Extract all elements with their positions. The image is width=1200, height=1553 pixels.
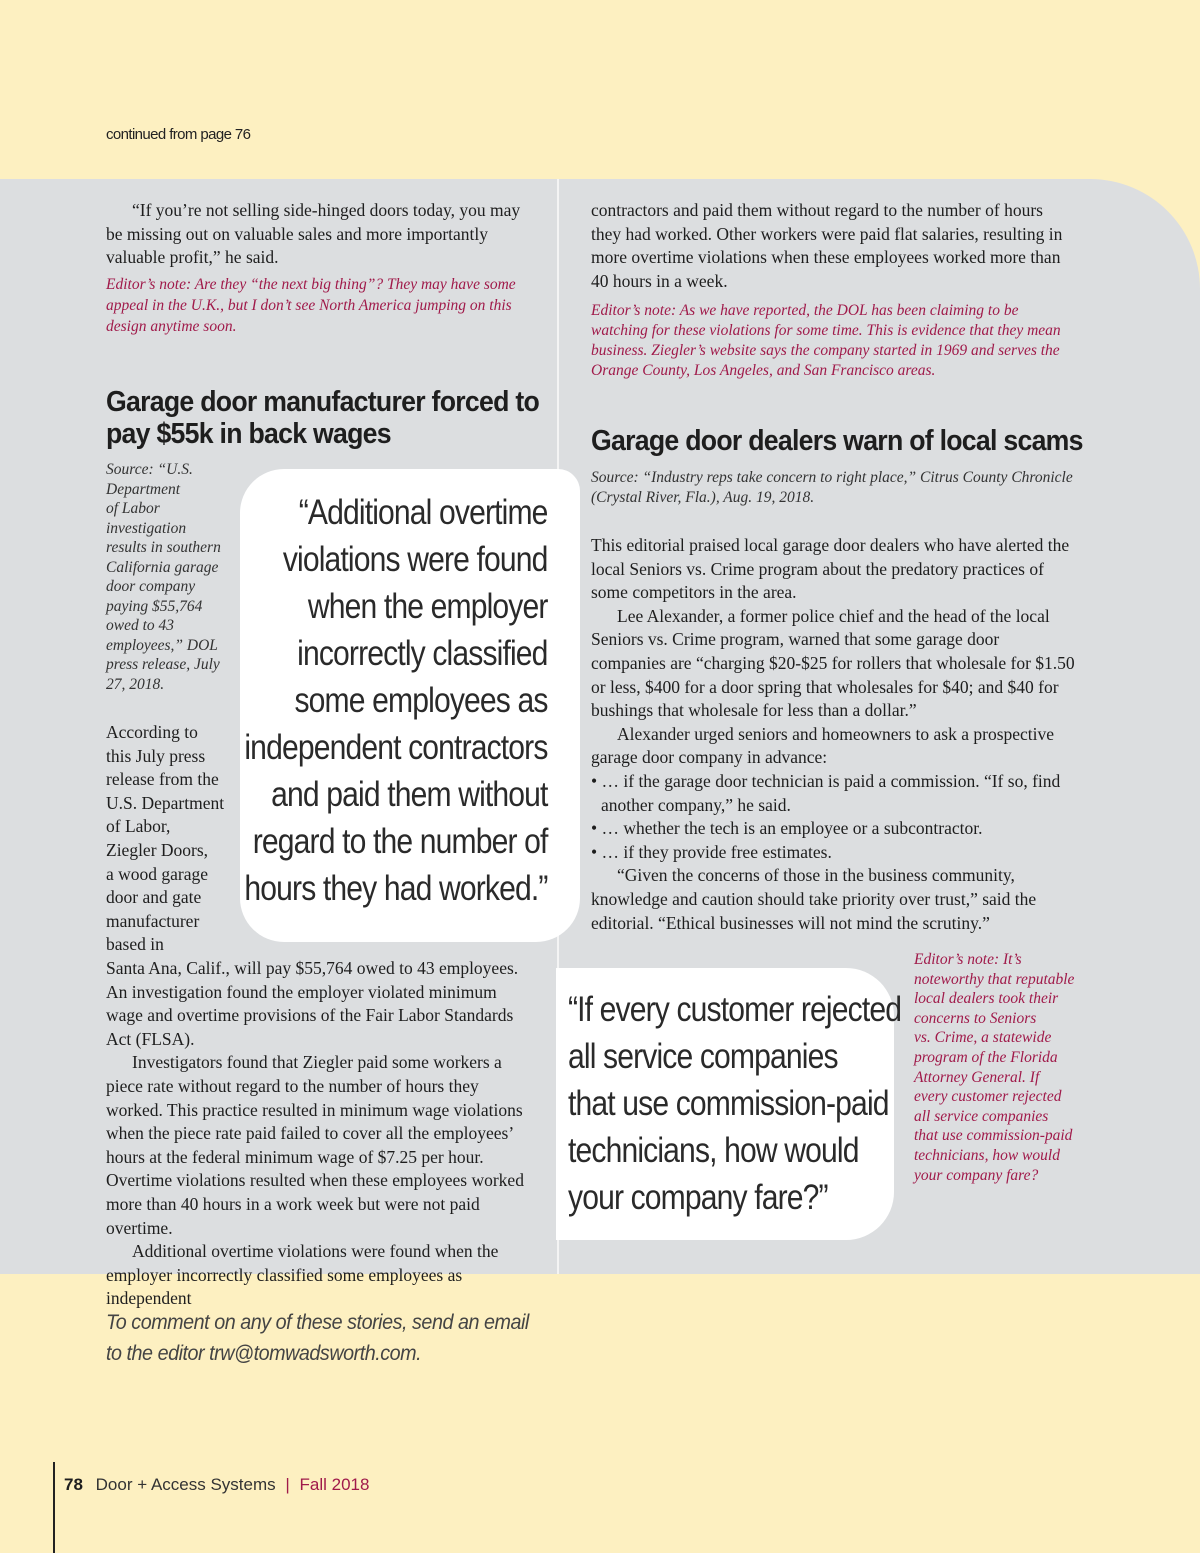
pull-quote-line: all service companies	[568, 1037, 838, 1076]
source-line: Source: “U.S.	[106, 461, 193, 478]
body-line: Ziegler Doors,	[106, 839, 209, 860]
para-r2: Lee Alexander, a former police chief and the head of the local Seniors vs. Crime program, warned that some garage door companies are “charging $20-$25 for rollers that wholesale for $1.50 or less, $400 for a door spring that wholesales for $40; and $40 for bushings that wholesale for less than a dollar.”	[591, 605, 1075, 721]
source-line: owed to 43	[106, 617, 175, 634]
pull-quote-line: hours they had worked.”	[244, 869, 548, 908]
source-line: paying $55,764	[106, 597, 203, 615]
source-right	[591, 468, 1075, 507]
source-line: results in southern	[106, 539, 221, 556]
pull-quote-line: “If every customer rejected	[568, 990, 902, 1029]
pull-quote-line: that use commission-paid	[568, 1084, 889, 1123]
pull-quote-line: incorrectly classified	[297, 634, 548, 673]
source-line: press release, July	[106, 656, 220, 673]
editor-note-2: Editor’s note: As we have reported, the DOL has been claiming to be watching for these violations for some time. This is evidence that they mean business. Ziegler’s website says the company started in 1969 and serves the Orange County, Los Angeles, and San Francisco areas.	[591, 302, 1061, 380]
continued-from-label: continued from page 76	[106, 126, 251, 143]
bullet-item: • … if they provide free estimates.	[591, 841, 832, 862]
editor-note-line: technicians, how would	[914, 1146, 1060, 1164]
pull-quote-line: your company fare?”	[568, 1178, 828, 1217]
source-line: door company	[106, 578, 196, 595]
body-line: door and gate	[106, 887, 202, 908]
pull-quote-line: when the employer	[308, 587, 548, 626]
source-line: California garage	[106, 558, 219, 576]
para-continued: contractors and paid them without regard to the number of hours they had worked. Other workers were paid flat salaries, resulting in more overtime violations when these employees worked more than 40 hours in a week.	[591, 200, 1063, 291]
pull-quote-line: and paid them without	[271, 775, 548, 814]
para-r3: Alexander urged seniors and homeowners to ask a prospective garage door company in advance:	[591, 723, 1055, 768]
para-r1: This editorial praised local garage door dealers who have alerted the local Seniors vs. Crime program about the predatory practices of some competitors in the area.	[591, 535, 1070, 603]
pull-quote-line: independent contractors	[244, 728, 548, 767]
editor-note-line: Attorney General. If	[914, 1068, 1040, 1086]
comment-line: To comment on any of these stories, send an email	[106, 1311, 529, 1334]
publication-name: Door + Access Systems	[95, 1475, 276, 1494]
issue-label: Fall 2018	[299, 1475, 370, 1494]
body-line: of Labor,	[106, 816, 171, 837]
editor-note-line: vs. Crime, a statewide	[914, 1029, 1052, 1047]
editor-note-line: local dealers took their	[914, 990, 1059, 1008]
editor-note-line: every customer rejected	[914, 1088, 1062, 1106]
editor-note-line: your company fare?	[914, 1166, 1039, 1184]
headline-right	[591, 425, 1126, 457]
pull-quote-line: regard to the number of	[253, 822, 548, 861]
intro-quote: “If you’re not selling side-hinged doors today, you may be missing out on valuable sales and more importantly valuable profit,” he said.	[106, 200, 521, 268]
left-intro	[106, 199, 530, 337]
source-text: Source: “Industry reps take concern to right place,” Citrus County Chronicle (Crystal River, Fla.), Aug. 19, 2018.	[591, 469, 1073, 506]
source-line: of Labor	[106, 500, 160, 517]
body-line: based in	[106, 934, 164, 955]
bullet-item: • … whether the tech is an employee or a subcontractor.	[591, 818, 983, 839]
folio-separator: |	[285, 1475, 290, 1494]
pull-quote-1	[240, 469, 580, 942]
pull-quote-2	[556, 968, 902, 1240]
editor-note-line: concerns to Seniors	[914, 1009, 1037, 1027]
bullet-item: • … if the garage door technician is paid a commission. “If so, find another company,” he said.	[591, 770, 1061, 815]
editor-note-line: that use commission-paid	[914, 1127, 1073, 1145]
body-line: this July press	[106, 745, 206, 766]
editor-note-line: program of the Florida	[914, 1048, 1058, 1066]
left-body	[106, 957, 530, 1311]
headline-left-line-1: Garage door manufacturer forced to	[106, 386, 540, 418]
source-line: 27, 2018.	[106, 675, 165, 693]
editor-note-1: Editor’s note: Are they “the next big thing”? They may have some appeal in the U.K., but I don’t see North America jumping on this design anytime soon.	[106, 275, 516, 335]
source-line: investigation	[106, 519, 187, 537]
body-line: According to	[106, 722, 198, 742]
folio	[64, 1475, 369, 1495]
folio-rule	[53, 1462, 55, 1553]
editor-note-line: noteworthy that reputable	[914, 970, 1075, 988]
editor-note-line: Editor’s note: It’s	[914, 951, 1022, 968]
body-line: U.S. Department	[106, 792, 225, 813]
right-top	[591, 199, 1075, 381]
comment-line: to the editor trw@tomwadsworth.com.	[106, 1342, 422, 1365]
pull-quote-line: technicians, how would	[568, 1131, 859, 1170]
headline-right-text: Garage door dealers warn of local scams	[591, 425, 1083, 457]
body-line: release from the	[106, 769, 219, 790]
editor-note-line: all service companies	[914, 1107, 1049, 1125]
body-line: a wood garage	[106, 863, 209, 884]
pull-quote-line: “Additional overtime	[299, 493, 548, 532]
headline-left	[106, 386, 577, 450]
pull-quote-line: violations were found	[283, 540, 548, 579]
headline-left-line-2: pay $55k in back wages	[106, 418, 391, 450]
body-line: manufacturer	[106, 910, 200, 931]
source-line: Department	[106, 480, 181, 498]
para-r4: “Given the concerns of those in the business community, knowledge and caution should take priority over trust,” said the editorial. “Ethical businesses will not mind the scrutiny.”	[591, 865, 1037, 933]
para-2: Investigators found that Ziegler paid some workers a piece rate without regard to the number of hours they worked. This practice resulted in minimum wage violations when the piece rate paid failed to cover all the employees’ hours at the federal minimum wage of $7.25 per hour. Overtime violations resulted when these employees worked more than 40 hours in a work week but were not paid overtime.	[106, 1052, 524, 1238]
para-3: Additional overtime violations were found when the employer incorrectly classified some employees as independent	[106, 1241, 499, 1309]
source-line: employees,” DOL	[106, 636, 218, 654]
right-body	[591, 534, 1075, 935]
page-number: 78	[64, 1475, 83, 1494]
para-1-rest: Santa Ana, Calif., will pay $55,764 owed to 43 employees. An investigation found the employer violated minimum wage and overtime provisions of the Fair Labor Standards Act (FLSA).	[106, 958, 519, 1049]
pull-quote-line: some employees as	[294, 681, 548, 720]
comment-note	[106, 1307, 556, 1369]
